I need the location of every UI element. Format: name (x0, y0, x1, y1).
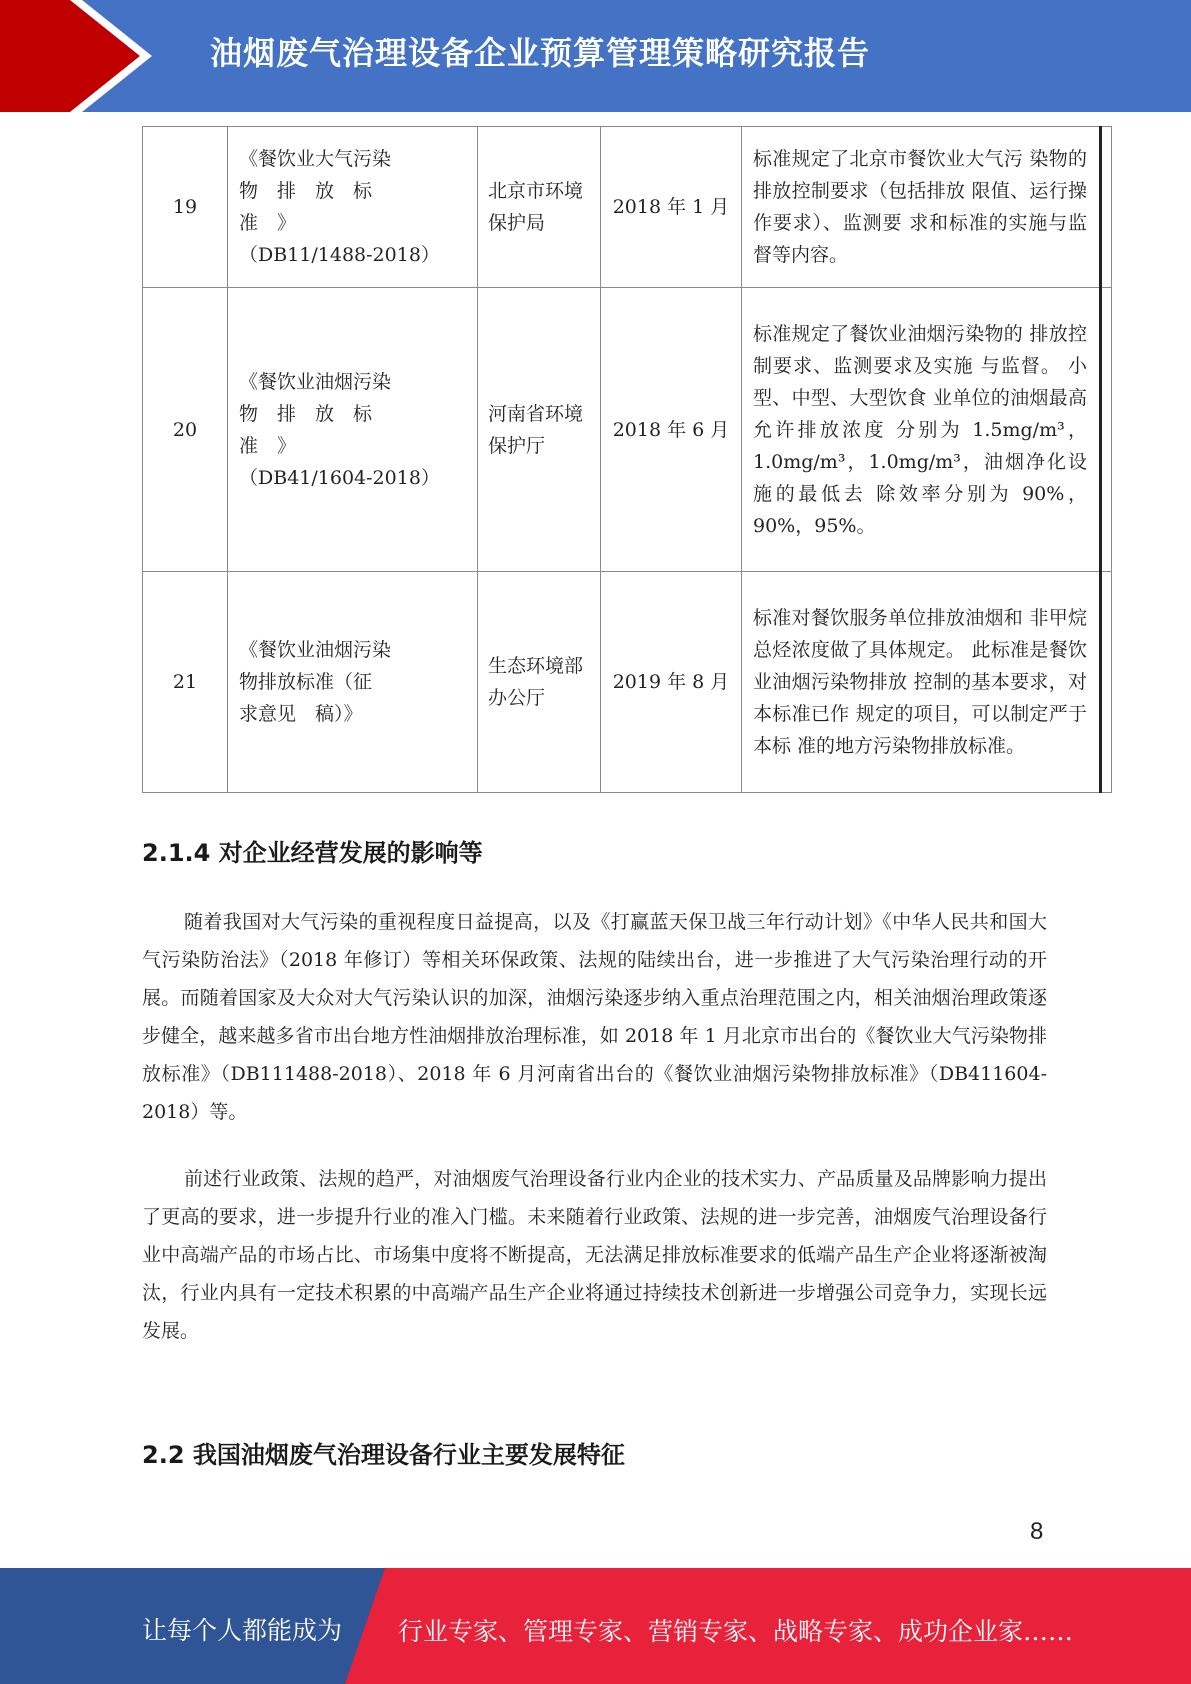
issuing-authority: 生态环境部办公厅 (478, 572, 601, 793)
page-footer (0, 1568, 1191, 1684)
body-paragraph: 前述行业政策、法规的趋严，对油烟废气治理设备行业内企业的技术实力、产品质量及品牌影响力提出了更高的要求，进一步提升行业的准入门槛。未来随着行业政策、法规的进一步完善，油烟废气治理设备行业中高端产品的市场占比、市场集中度将不断提高，无法满足排放标准要求的低端产品生产企业将逐渐被淘汰，行业内具有一定技术积累的中高端产品生产企业将通过持续技术创新进一步增强公司竞争力，实现长远发展。 (142, 1168, 1047, 1342)
issue-date: 2018 年 1 月 (601, 127, 742, 288)
footer-slogan-left: 让每个人都能成为 (142, 1616, 343, 1645)
standard-name-text: 《餐饮业大气污染 物 排 放 标 准 》 （DB11/1488-2018） (239, 148, 440, 266)
page-number: 8 (1030, 1518, 1044, 1545)
report-title: 油烟废气治理设备企业预算管理策略研究报告 (210, 34, 871, 72)
row-number: 21 (143, 572, 228, 793)
row-number: 20 (143, 288, 228, 572)
section-heading-2-2: 2.2 我国油烟废气治理设备行业主要发展特征 (142, 1441, 625, 1469)
standard-name-text: 《餐饮业油烟污染 物 排 放 标 准 》 （DB41/1604-2018） (239, 370, 440, 489)
standard-description: 标准对餐饮服务单位排放油烟和 非甲烷总烃浓度做了具体规定。 此标准是餐饮业油烟污染物排放 控制的基本要求，对本标准已作 规定的项目，可以制定严于本标 准的地方污染物排放标准。 (742, 572, 1101, 793)
table-edge-cell (1101, 288, 1112, 572)
standards-table (142, 126, 1112, 793)
table-edge-cell (1101, 127, 1112, 288)
table-row (143, 127, 1112, 288)
table-row (143, 572, 1112, 793)
standard-name-text: 《餐饮业油烟污染 物排放标准（征 求意见 稿）》 (239, 639, 392, 725)
section-heading-2-1-4: 2.1.4 对企业经营发展的影响等 (142, 839, 483, 867)
footer-slogan-right: 行业专家、管理专家、营销专家、战略专家、成功企业家…… (398, 1617, 1074, 1646)
standard-name (228, 127, 478, 288)
row-number: 19 (143, 127, 228, 288)
standard-name (228, 572, 478, 793)
issuing-authority: 河南省环境保护厅 (478, 288, 601, 572)
page-header (0, 0, 1191, 112)
issuing-authority: 北京市环境保护局 (478, 127, 601, 288)
standard-description: 标准规定了餐饮业油烟污染物的 排放控制要求、监测要求及实施 与监督。 小型、中型、大型饮食 业单位的油烟最高允许排放浓度 分别为 1.5mg/m³， 1.0mg/m³，1.0mg/m³，油烟净化设施的最低去 除效率分别为 90%，90%，95%。 (742, 288, 1101, 572)
issue-date: 2019 年 8 月 (601, 572, 742, 793)
table-edge-cell (1101, 572, 1112, 793)
standard-description: 标准规定了北京市餐饮业大气污 染物的排放控制要求（包括排放 限值、运行操作要求）、监测要 求和标准的实施与监督等内容。 (742, 127, 1101, 288)
standard-name (228, 288, 478, 572)
issue-date: 2018 年 6 月 (601, 288, 742, 572)
table-row (143, 288, 1112, 572)
body-paragraph: 随着我国对大气污染的重视程度日益提高，以及《打赢蓝天保卫战三年行动计划》《中华人民共和国大气污染防治法》（2018 年修订）等相关环保政策、法规的陆续出台，进一步推进了大气污染治理行动的开展。而随着国家及大众对大气污染认识的加深，油烟污染逐步纳入重点治理范围之内，相关油烟治理政策逐步健全，越来越多省市出台地方性油烟排放治理标准，如 2018 年 1 月北京市出台的《餐饮业大气污染物排放标准》（DB111488-2018）、2018 年 6 月河南省出台的《餐饮业油烟污染物排放标准》（DB411604-2018）等。 (142, 911, 1047, 1123)
